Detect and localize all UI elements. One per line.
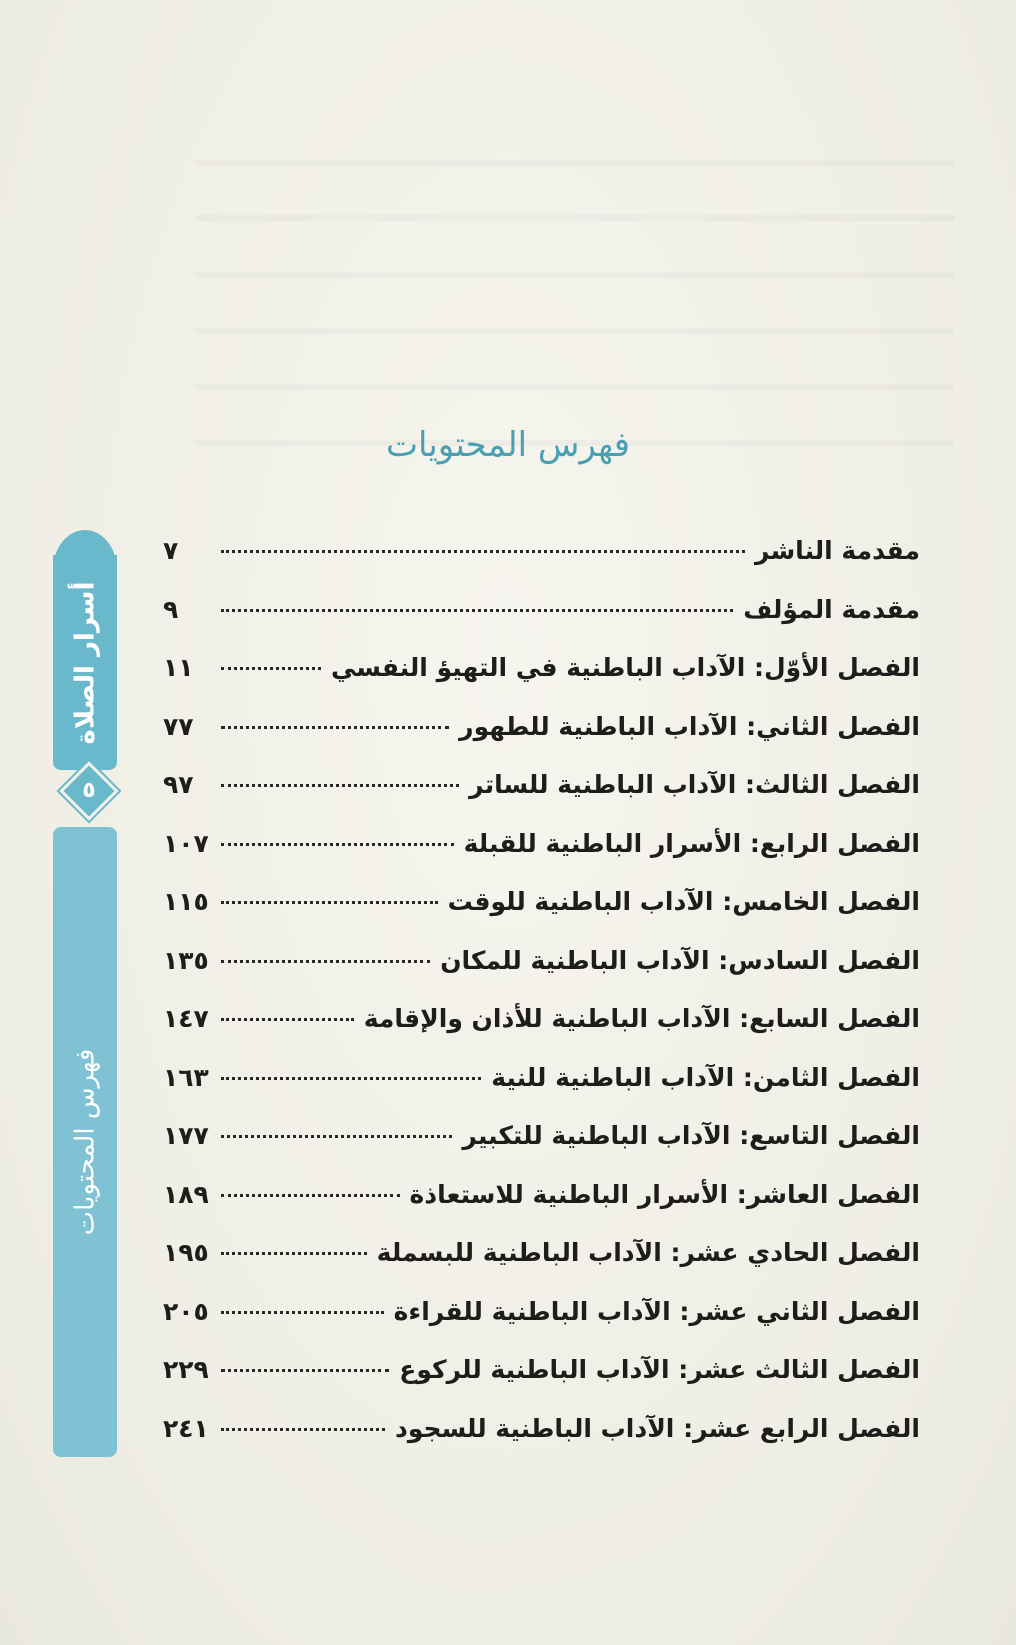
- toc-entry: [163, 1297, 920, 1356]
- dot-leader: [221, 1252, 367, 1255]
- toc-entry: [163, 1063, 920, 1122]
- dot-leader: [221, 1135, 452, 1138]
- toc-entry-label: الفصل الرابع عشر: الآداب الباطنية للسجود: [395, 1413, 920, 1443]
- toc-entry: [163, 1414, 920, 1473]
- toc-list: [163, 536, 920, 1472]
- toc-entry-label: الفصل الثالث: الآداب الباطنية للساتر: [469, 770, 920, 799]
- toc-entry-page: ١٩٥: [163, 1238, 209, 1267]
- toc-entry-page: ١٨٩: [163, 1179, 209, 1209]
- toc-entry: [163, 536, 920, 595]
- toc-entry-label: الفصل السادس: الآداب الباطنية للمكان: [440, 945, 920, 975]
- toc-title: فهرس المحتويات: [385, 425, 631, 465]
- toc-entry-label: الفصل الثاني: الآداب الباطنية للطهور: [459, 711, 920, 741]
- toc-entry-label: الفصل الرابع: الأسرار الباطنية للقبلة: [463, 828, 920, 858]
- toc-entry: [163, 653, 920, 712]
- toc-entry-page: ٧٧: [163, 711, 194, 741]
- toc-entry-label: مقدمة المؤلف: [743, 594, 920, 624]
- toc-entry-label: مقدمة الناشر: [755, 536, 920, 565]
- bleed-through-line: [195, 328, 955, 334]
- dot-leader: [221, 843, 454, 846]
- toc-entry: [163, 1121, 920, 1180]
- toc-entry-page: ٢٤١: [163, 1413, 209, 1443]
- dot-leader: [221, 1428, 385, 1431]
- toc-entry-label: الفصل الثاني عشر: الآداب الباطنية للقراءة: [393, 1296, 920, 1326]
- book-title-label: أسرار الصلاة: [70, 581, 101, 744]
- toc-entry: [163, 946, 920, 1005]
- book-title-tab: [53, 555, 117, 770]
- toc-entry: [163, 887, 920, 946]
- toc-entry: [163, 829, 920, 888]
- toc-entry: [163, 1238, 920, 1297]
- dot-leader: [221, 901, 438, 904]
- toc-entry: [163, 1004, 920, 1063]
- bleed-through-line: [195, 215, 955, 221]
- toc-entry-page: ١١: [163, 653, 194, 682]
- toc-entry-page: ٢٢٩: [163, 1355, 209, 1384]
- dot-leader: [221, 1018, 354, 1021]
- toc-entry: [163, 1355, 920, 1414]
- dot-leader: [221, 726, 449, 729]
- toc-entry-page: ١٧٧: [163, 1121, 209, 1150]
- toc-entry-page: ١٠٧: [163, 828, 209, 858]
- section-title-label: فهرس المحتويات: [70, 1048, 101, 1236]
- toc-entry-label: الفصل السابع: الآداب الباطنية للأذان والإقامة: [363, 1004, 920, 1033]
- toc-entry-page: ٢٠٥: [163, 1296, 209, 1326]
- dot-leader: [221, 1194, 400, 1197]
- toc-entry: [163, 712, 920, 771]
- dot-leader: [221, 960, 430, 963]
- toc-entry: [163, 1180, 920, 1239]
- toc-entry-page: ٩: [163, 594, 179, 624]
- toc-entry-label: الفصل الأوّل: الآداب الباطنية في التهيؤ النفسي: [330, 653, 920, 682]
- toc-entry-page: ١٤٧: [163, 1004, 209, 1033]
- page-number: ٥: [82, 778, 96, 803]
- dot-leader: [221, 550, 745, 553]
- dot-leader: [221, 667, 321, 670]
- toc-entry: [163, 595, 920, 654]
- toc-entry-label: الفصل الثالث عشر: الآداب الباطنية للركوع: [399, 1355, 920, 1384]
- toc-entry-page: ٩٧: [163, 770, 194, 799]
- dot-leader: [221, 1369, 389, 1372]
- toc-entry-page: ٧: [163, 536, 179, 565]
- toc-entry-page: ١٦٣: [163, 1062, 209, 1092]
- toc-entry-label: الفصل العاشر: الأسرار الباطنية للاستعاذة: [409, 1179, 920, 1209]
- dot-leader: [221, 609, 733, 612]
- toc-entry-label: الفصل الخامس: الآداب الباطنية للوقت: [447, 887, 920, 916]
- toc-entry-label: الفصل الثامن: الآداب الباطنية للنية: [491, 1062, 920, 1092]
- bleed-through-line: [195, 384, 955, 390]
- toc-entry-label: الفصل الحادي عشر: الآداب الباطنية للبسملة: [376, 1238, 920, 1267]
- section-title-tab: [53, 827, 117, 1457]
- bleed-through-line: [195, 160, 955, 166]
- bleed-through-line: [195, 272, 955, 278]
- toc-entry-page: ١٣٥: [163, 945, 209, 975]
- dot-leader: [221, 1311, 384, 1314]
- toc-entry-label: الفصل التاسع: الآداب الباطنية للتكبير: [462, 1121, 920, 1150]
- dot-leader: [221, 784, 459, 787]
- toc-entry: [163, 770, 920, 829]
- dot-leader: [221, 1077, 481, 1080]
- toc-entry-page: ١١٥: [163, 887, 209, 916]
